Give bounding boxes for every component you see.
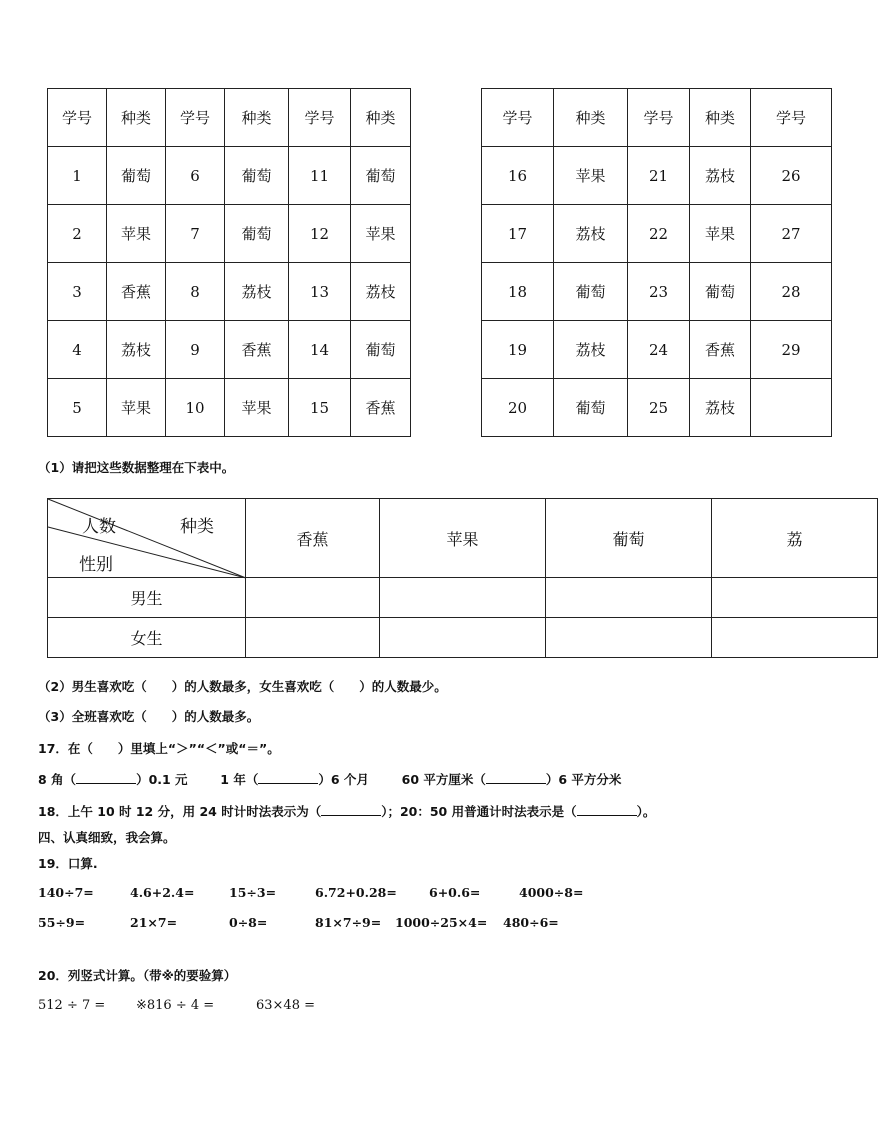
table-cell: 14 [289, 321, 351, 379]
table-cell: 葡萄 [225, 205, 289, 263]
answer-cell[interactable] [246, 618, 380, 658]
mental-math-item: 140÷7= [38, 885, 94, 900]
question-2: （2）男生喜欢吃（ ）的人数最多，女生喜欢吃（ ）的人数最少。 [38, 679, 447, 694]
corner-label-gender: 性别 [79, 555, 113, 575]
table-cell: 5 [48, 379, 107, 437]
table-cell: 香蕉 [351, 379, 411, 437]
answer-cell[interactable] [246, 578, 380, 618]
table-cell: 18 [482, 263, 554, 321]
table-cell: 荔枝 [351, 263, 411, 321]
summary-table [47, 498, 878, 658]
table-cell: 葡萄 [107, 147, 166, 205]
table-cell: 香蕉 [690, 321, 751, 379]
column-header: 种类 [225, 89, 289, 147]
table-cell: 25 [628, 379, 690, 437]
table-cell: 荔枝 [107, 321, 166, 379]
table-cell: 11 [289, 147, 351, 205]
answer-cell[interactable] [712, 618, 878, 658]
table-cell: 荔枝 [554, 205, 628, 263]
table-cell: 1 [48, 147, 107, 205]
table-row [482, 147, 832, 205]
mental-math-item: 81×7÷9= [315, 915, 382, 930]
mental-math-item: 55÷9= [38, 915, 86, 930]
table-cell: 22 [628, 205, 690, 263]
table-cell: 16 [482, 147, 554, 205]
table-cell: 香蕉 [107, 263, 166, 321]
answer-cell[interactable] [380, 578, 546, 618]
q17-item-3: 60 平方厘米（ ）6 平方分米 [401, 772, 622, 787]
mental-math-item: 21×7= [130, 915, 178, 930]
q17-item-2: 1 年（ ）6 个月 [220, 772, 369, 787]
mental-math-item: 6.72+0.28= [315, 885, 397, 900]
column-header: 种类 [554, 89, 628, 147]
mental-math-item: 480÷6= [503, 915, 559, 930]
table-header-row [482, 89, 832, 147]
question-17-title: 17．在（ ）里填上“＞”“＜”或“＝”。 [38, 741, 280, 756]
question-3: （3）全班喜欢吃（ ）的人数最多。 [38, 709, 260, 724]
table-row [482, 205, 832, 263]
table-cell: 8 [166, 263, 225, 321]
table-header-row [48, 89, 411, 147]
summary-corner-header [48, 499, 246, 578]
column-header: 种类 [107, 89, 166, 147]
table-cell: 荔枝 [554, 321, 628, 379]
answer-cell[interactable] [712, 578, 878, 618]
question-20-title: 20．列竖式计算。（带※的要验算） [38, 968, 237, 983]
corner-label-type: 种类 [180, 517, 214, 537]
table-cell: 葡萄 [351, 321, 411, 379]
table-cell: 26 [751, 147, 832, 205]
table-cell: 香蕉 [225, 321, 289, 379]
table-row [48, 205, 411, 263]
question-18: 18．上午 10 时 12 分，用 24 时计时法表示为（ ）；20：50 用普通计时法表示是（ ）。 [38, 804, 656, 819]
vertical-calc-item: 512 ÷ 7 = [38, 998, 106, 1013]
table-cell: 23 [628, 263, 690, 321]
table-cell: 15 [289, 379, 351, 437]
table-cell: 葡萄 [554, 379, 628, 437]
table-cell: 7 [166, 205, 225, 263]
answer-blank[interactable] [76, 771, 136, 784]
answer-cell[interactable] [380, 618, 546, 658]
row-header-female: 女生 [48, 618, 246, 658]
q17-item-1: 8 角（ ）0.1 元 [38, 772, 188, 787]
mental-math-item: 4000÷8= [519, 885, 584, 900]
table-cell: 苹果 [554, 147, 628, 205]
table-cell: 27 [751, 205, 832, 263]
column-header: 荔 [712, 499, 878, 578]
table-cell: 苹果 [107, 205, 166, 263]
table-cell: 苹果 [351, 205, 411, 263]
answer-blank[interactable] [258, 771, 318, 784]
mental-math-item: 4.6+2.4= [130, 885, 195, 900]
column-header: 葡萄 [546, 499, 712, 578]
mental-math-item: 6+0.6= [429, 885, 481, 900]
row-header-male: 男生 [48, 578, 246, 618]
table-row [482, 321, 832, 379]
table-row [482, 263, 832, 321]
question-1: （1）请把这些数据整理在下表中。 [38, 460, 235, 475]
table-cell: 6 [166, 147, 225, 205]
table-cell [751, 379, 832, 437]
table-cell: 葡萄 [690, 263, 751, 321]
table-cell: 17 [482, 205, 554, 263]
column-header: 学号 [751, 89, 832, 147]
question-19-title: 19．口算. [38, 856, 98, 871]
corner-label-count: 人数 [82, 517, 116, 537]
column-header: 香蕉 [246, 499, 380, 578]
data-table-right [481, 88, 832, 437]
table-cell: 29 [751, 321, 832, 379]
diagonal-lines [48, 499, 246, 578]
table-cell: 28 [751, 263, 832, 321]
table-cell: 20 [482, 379, 554, 437]
mental-math-item: 15÷3= [229, 885, 277, 900]
table-cell: 13 [289, 263, 351, 321]
data-table-left [47, 88, 411, 437]
column-header: 苹果 [380, 499, 546, 578]
column-header: 学号 [289, 89, 351, 147]
table-cell: 苹果 [690, 205, 751, 263]
table-cell: 19 [482, 321, 554, 379]
answer-blank[interactable] [486, 771, 546, 784]
table-cell: 3 [48, 263, 107, 321]
question-17-items [38, 770, 621, 788]
column-header: 学号 [482, 89, 554, 147]
table-cell: 葡萄 [225, 147, 289, 205]
column-header: 种类 [690, 89, 751, 147]
table-cell: 荔枝 [225, 263, 289, 321]
mental-math-item: 0÷8= [229, 915, 268, 930]
table-cell: 24 [628, 321, 690, 379]
table-row [48, 263, 411, 321]
column-header: 学号 [166, 89, 225, 147]
table-cell: 2 [48, 205, 107, 263]
column-header: 学号 [48, 89, 107, 147]
mental-math-item: 1000÷25×4= [395, 915, 488, 930]
column-header: 学号 [628, 89, 690, 147]
table-cell: 12 [289, 205, 351, 263]
table-row [48, 379, 411, 437]
table-cell: 9 [166, 321, 225, 379]
column-header: 种类 [351, 89, 411, 147]
table-row [482, 379, 832, 437]
table-cell: 葡萄 [554, 263, 628, 321]
table-cell: 荔枝 [690, 147, 751, 205]
vertical-calc-item: ※816 ÷ 4 = [136, 998, 215, 1013]
vertical-calc-item: 63×48 = [256, 998, 316, 1013]
answer-cell[interactable] [546, 578, 712, 618]
section-4-title: 四、认真细致，我会算。 [38, 830, 176, 845]
table-cell: 荔枝 [690, 379, 751, 437]
answer-blank[interactable] [321, 803, 381, 816]
table-cell: 苹果 [225, 379, 289, 437]
table-row [48, 147, 411, 205]
table-cell: 21 [628, 147, 690, 205]
table-cell: 4 [48, 321, 107, 379]
answer-blank[interactable] [577, 803, 637, 816]
answer-cell[interactable] [546, 618, 712, 658]
table-row [48, 321, 411, 379]
table-cell: 苹果 [107, 379, 166, 437]
table-cell: 葡萄 [351, 147, 411, 205]
table-cell: 10 [166, 379, 225, 437]
